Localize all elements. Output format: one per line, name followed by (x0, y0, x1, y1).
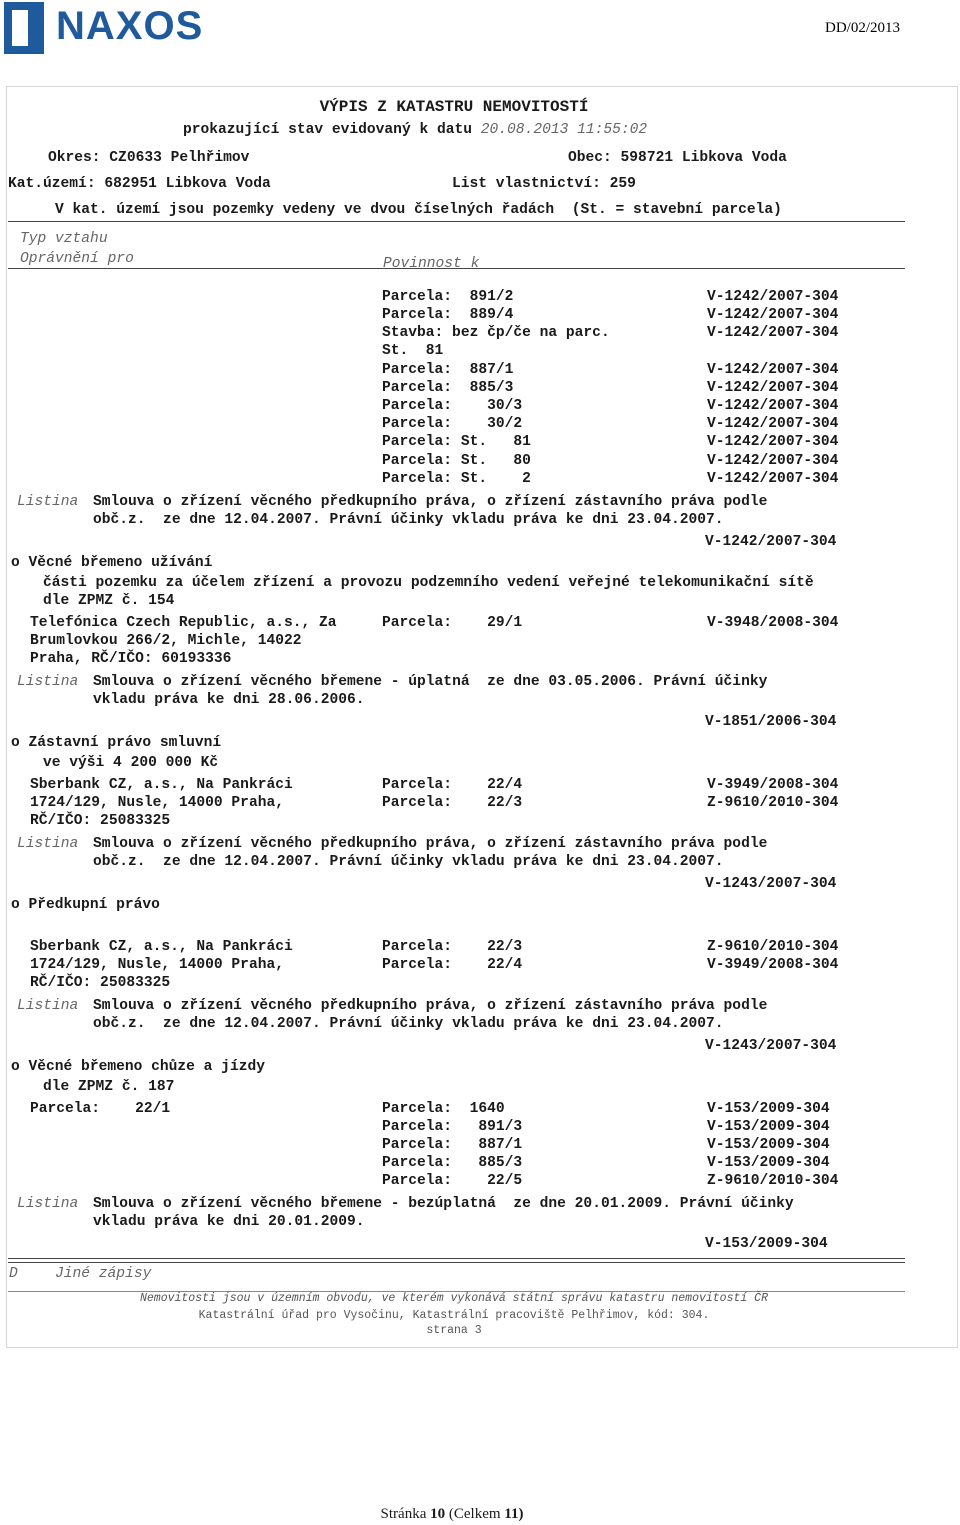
section-desc: ve výši 4 200 000 Kč (43, 755, 219, 771)
parcel-ref: Z-9610/2010-304 (707, 795, 839, 811)
col-typ-vztahu: Typ vztahu (20, 231, 108, 247)
listina-label: Listina (17, 674, 79, 690)
parcel-ref: V-1242/2007-304 (707, 398, 839, 414)
parcel-ref: V-153/2009-304 (707, 1119, 830, 1135)
section-title: o Věcné břemeno užívání (11, 555, 213, 571)
parcel-ref: V-1242/2007-304 (707, 453, 839, 469)
listina-label: Listina (17, 494, 79, 510)
owner-line: Sberbank CZ, a.s., Na Pankráci (30, 939, 293, 955)
parcel-ref: V-1242/2007-304 (707, 325, 839, 341)
parcel-ref: V-153/2009-304 (707, 1137, 830, 1153)
parcel-ref: V-1242/2007-304 (707, 362, 839, 378)
owner-line: 1724/129, Nusle, 14000 Praha, (30, 795, 284, 811)
col-opravneni: Oprávnění pro (20, 251, 134, 267)
parcel-row: Parcela: 887/1 (382, 362, 514, 378)
divider (8, 268, 905, 269)
owner-line: Parcela: 22/1 (30, 1101, 171, 1117)
footer-note-3: strana 3 (426, 1324, 482, 1337)
parcel-row: Parcela: 887/1 (382, 1137, 523, 1153)
section-desc: části pozemku za účelem zřízení a provozu podzemního vedení veřejné telekomunikační sítě (43, 575, 814, 591)
parcel-row: Parcela: 29/1 (382, 615, 523, 631)
divider (8, 1258, 905, 1259)
section-d-label: D (9, 1266, 18, 1282)
listina-text: vkladu práva ke dni 28.06.2006. (93, 692, 365, 708)
owner-line: RČ/IČO: 25083325 (30, 975, 171, 991)
parcel-ref: V-1242/2007-304 (707, 307, 839, 323)
owner-line: Telefónica Czech Republic, a.s., Za (30, 615, 337, 631)
listina-text: Smlouva o zřízení věcného předkupního práva, o zřízení zástavního práva podle (93, 494, 768, 510)
parcel-row: Parcela: 30/3 (382, 398, 523, 414)
owner-line: RČ/IČO: 25083325 (30, 813, 171, 829)
page-footer (0, 1506, 904, 1523)
parcel-ref: V-3948/2008-304 (707, 615, 839, 631)
divider (8, 1262, 905, 1263)
listina-text: Smlouva o zřízení věcného předkupního práva, o zřízení zástavního práva podle (93, 998, 768, 1014)
parcel-row: Parcela: 891/3 (382, 1119, 523, 1135)
listina-text: Smlouva o zřízení věcného břemene - úplatná ze dne 03.05.2006. Právní účinky (93, 674, 768, 690)
footer-note-2: Katastrální úřad pro Vysočinu, Katastrální pracoviště Pelhřimov, kód: 304. (198, 1309, 710, 1322)
page-prefix: Stránka (380, 1506, 427, 1522)
parcel-ref: V-153/2009-304 (707, 1101, 830, 1117)
listina-text: obč.z. ze dne 12.04.2007. Právní účinky vkladu práva ke dni 23.04.2007. (93, 512, 724, 528)
parcel-row: Parcela: St. 81 (382, 434, 531, 450)
page-total: 11) (504, 1506, 524, 1522)
doc-subtitle (183, 121, 647, 139)
parcel-ref: V-1242/2007-304 (707, 434, 839, 450)
parcel-row: Stavba: bez čp/če na parc. (382, 325, 610, 341)
parcel-row: Parcela: 22/5 (382, 1173, 523, 1189)
parcel-row: Parcela: 22/4 (382, 957, 523, 973)
parcel-row: Parcela: 30/2 (382, 416, 523, 432)
listina-text: Smlouva o zřízení věcného břemene - bezúplatná ze dne 20.01.2009. Právní účinky (93, 1196, 794, 1212)
parcel-row: Parcela: St. 80 (382, 453, 531, 469)
subtitle-prefix: prokazující stav evidovaný k datu (183, 122, 473, 138)
doc-title: VÝPIS Z KATASTRU NEMOVITOSTÍ (319, 98, 589, 116)
owner-line: Praha, RČ/IČO: 60193336 (30, 651, 232, 667)
parcel-row: Parcela: 885/3 (382, 1155, 523, 1171)
kat-uzemi: Kat.území: 682951 Libkova Voda (8, 176, 271, 192)
section-desc: dle ZPMZ č. 187 (43, 1079, 175, 1095)
list-vlastnictvi: List vlastnictví: 259 (452, 176, 636, 192)
listina-label: Listina (17, 1196, 79, 1212)
section-desc: dle ZPMZ č. 154 (43, 593, 175, 609)
page-total-prefix: (Celkem (448, 1506, 501, 1522)
parcel-row: Parcela: 22/3 (382, 939, 523, 955)
listina-ref: V-1851/2006-304 (705, 714, 837, 730)
listina-text: vkladu práva ke dni 20.01.2009. (93, 1214, 365, 1230)
obec: Obec: 598721 Libkova Voda (568, 150, 787, 166)
listina-ref: V-153/2009-304 (705, 1236, 828, 1252)
parcel-row: Parcela: St. 2 (382, 471, 531, 487)
page-number: 10 (430, 1506, 446, 1522)
listina-text: obč.z. ze dne 12.04.2007. Právní účinky vkladu práva ke dni 23.04.2007. (93, 854, 724, 870)
parcel-row: Parcela: 22/3 (382, 795, 523, 811)
parcel-ref: V-1242/2007-304 (707, 289, 839, 305)
naxos-logo (4, 2, 254, 54)
parcel-row: Parcela: 885/3 (382, 380, 514, 396)
listina-text: obč.z. ze dne 12.04.2007. Právní účinky vkladu práva ke dni 23.04.2007. (93, 1016, 724, 1032)
parcel-row: Parcela: 22/4 (382, 777, 523, 793)
parcel-ref: V-3949/2008-304 (707, 957, 839, 973)
parcel-ref: V-1242/2007-304 (707, 416, 839, 432)
listina-ref: V-1242/2007-304 (705, 534, 837, 550)
parcel-ref: V-1242/2007-304 (707, 471, 839, 487)
listina-ref: V-1243/2007-304 (705, 876, 837, 892)
divider (8, 221, 905, 222)
section-title: o Předkupní právo (11, 897, 160, 913)
listina-ref: V-1243/2007-304 (705, 1038, 837, 1054)
parcel-ref: V-3949/2008-304 (707, 777, 839, 793)
owner-line: Brumlovkou 266/2, Michle, 14022 (30, 633, 302, 649)
parcel-row: St. 81 (382, 343, 444, 359)
parcel-row: Parcela: 889/4 (382, 307, 514, 323)
footer-note-1: Nemovitosti jsou v územním obvodu, ve kterém vykonává státní správu katastru nemovitostí ČR (139, 1292, 768, 1305)
parcel-ref: V-153/2009-304 (707, 1155, 830, 1171)
logo-text: NAXOS (56, 4, 204, 48)
owner-line: 1724/129, Nusle, 14000 Praha, (30, 957, 284, 973)
owner-line: Sberbank CZ, a.s., Na Pankráci (30, 777, 293, 793)
naxos-logo-icon (4, 2, 44, 54)
section-title: o Věcné břemeno chůze a jízdy (11, 1059, 265, 1075)
listina-text: Smlouva o zřízení věcného předkupního práva, o zřízení zástavního práva podle (93, 836, 768, 852)
parcel-note: V kat. území jsou pozemky vedeny ve dvou číselných řadách (St. = stavební parcela) (55, 202, 782, 218)
subtitle-date: 20.08.2013 11:55:02 (480, 122, 648, 138)
parcel-ref: Z-9610/2010-304 (707, 1173, 839, 1189)
parcel-row: Parcela: 1640 (382, 1101, 505, 1117)
section-d-title: Jiné zápisy (55, 1266, 152, 1282)
parcel-row: Parcela: 891/2 (382, 289, 514, 305)
document-id: DD/02/2013 (825, 20, 900, 36)
col-povinnost: Povinnost k (383, 256, 480, 272)
listina-label: Listina (17, 998, 79, 1014)
okres: Okres: CZ0633 Pelhřimov (48, 150, 250, 166)
parcel-ref: V-1242/2007-304 (707, 380, 839, 396)
parcel-ref: Z-9610/2010-304 (707, 939, 839, 955)
section-title: o Zástavní právo smluvní (11, 735, 222, 751)
listina-label: Listina (17, 836, 79, 852)
